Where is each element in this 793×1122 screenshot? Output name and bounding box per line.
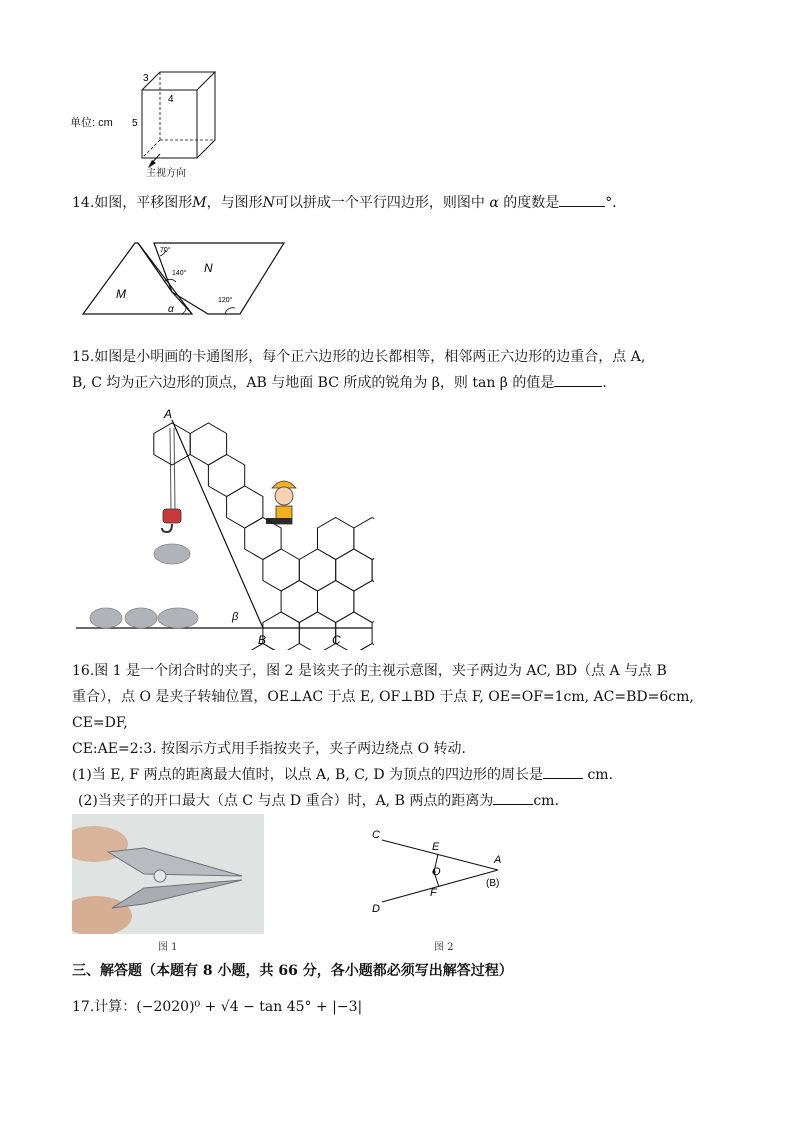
label-C: C <box>372 829 380 841</box>
question-17: 17.计算：(−2020)⁰ + √4 − tan 45° + |−3| <box>72 999 363 1015</box>
hexagon <box>227 486 263 528</box>
hexagon-svg <box>74 406 374 650</box>
hexagon <box>372 549 374 591</box>
hexagon <box>336 612 372 650</box>
hexagon <box>281 581 317 623</box>
label-C: C <box>332 633 341 647</box>
answer-blank-14[interactable] <box>559 190 605 207</box>
section-3-heading: 三、解答题（本题有 8 小题，共 66 分，各小题都必须写出解答过程） <box>72 963 513 979</box>
unit-label: 单位: cm <box>70 117 113 129</box>
hexagon <box>263 549 299 591</box>
label-A: A <box>164 407 173 421</box>
parallelogram-svg <box>80 238 290 320</box>
hexagon <box>354 518 374 560</box>
dim-5: 5 <box>132 118 138 129</box>
label-beta: β <box>232 611 239 623</box>
hexagon <box>354 581 374 623</box>
caption-fig2: 图 2 <box>434 942 454 953</box>
label-A: A <box>494 854 502 866</box>
label-B: (B) <box>486 878 500 889</box>
angle-140: 140° <box>172 270 187 277</box>
label-B: B <box>258 633 267 647</box>
dim-4: 4 <box>168 94 174 105</box>
hexagon-figure <box>74 406 374 650</box>
hexagon <box>299 549 335 591</box>
clip-diagram-svg <box>360 820 530 920</box>
label-O: O <box>432 866 441 878</box>
hexagon <box>299 612 335 650</box>
hexagon <box>318 518 354 560</box>
label-F: F <box>430 887 437 899</box>
angle-70: 70° <box>160 247 171 254</box>
clip-diagram <box>360 820 530 920</box>
view-direction-label: 主视方向 <box>146 168 186 179</box>
question-14: 14.如图，平移图形M，与图形N可以拼成一个平行四边形，则图中 α 的度数是 °． <box>72 190 732 216</box>
dim-3: 3 <box>143 73 149 84</box>
hexagon <box>208 455 244 497</box>
hexagon <box>154 423 190 465</box>
hexagon <box>354 644 374 651</box>
clip-photo <box>72 814 264 934</box>
hexagon <box>263 612 299 650</box>
question-16: 16.图 1 是一个闭合时的夹子，图 2 是该夹子的主视示意图，夹子两边为 AC, BD（点 A 与点 B 重合），点 O 是夹子转轴位置，OE⊥AC 于点 E, OF⊥BD 于点 F, OE=OF=1cm, AC=BD=6cm, CE=DF, CE:AE=2:3. 按图示方式用手指按夹子，夹子两边绕点 O 转动． (1)当 E, F 两点的距离最大值时，以点 A, B, C, D 为顶点的四边形的周长是 cm. (2)当夹子的开口最大（点 C 与点 D 重合）时，A, B 两点的距离为 cm. <box>72 663 694 809</box>
parallelogram-figure <box>80 238 290 320</box>
label-D: D <box>372 903 380 915</box>
label-M: M <box>116 287 126 301</box>
label-alpha: α <box>168 304 174 315</box>
answer-blank-16-2[interactable] <box>493 788 533 805</box>
question-15: 15.如图是小明画的卡通图形，每个正六边形的边长都相等，相邻两正六边形的边重合，点 A, B, C 均为正六边形的顶点，AB 与地面 BC 所成的锐角为 β，则 tan β 的值是 ． <box>72 349 646 391</box>
label-N: N <box>204 261 213 275</box>
box-figure <box>70 62 230 180</box>
caption-fig1: 图 1 <box>158 942 178 953</box>
expression-17: (−2020)⁰ + √4 − tan 45° + |−3| <box>136 999 363 1015</box>
label-E: E <box>432 841 440 853</box>
angle-120: 120° <box>218 297 233 304</box>
worker-figure <box>266 481 296 524</box>
hexagon <box>336 549 372 591</box>
clip-photo-svg <box>72 814 264 934</box>
hexagon <box>318 581 354 623</box>
answer-blank-15[interactable] <box>554 370 602 387</box>
hexagon <box>190 423 226 465</box>
answer-blank-16-1[interactable] <box>543 762 583 779</box>
